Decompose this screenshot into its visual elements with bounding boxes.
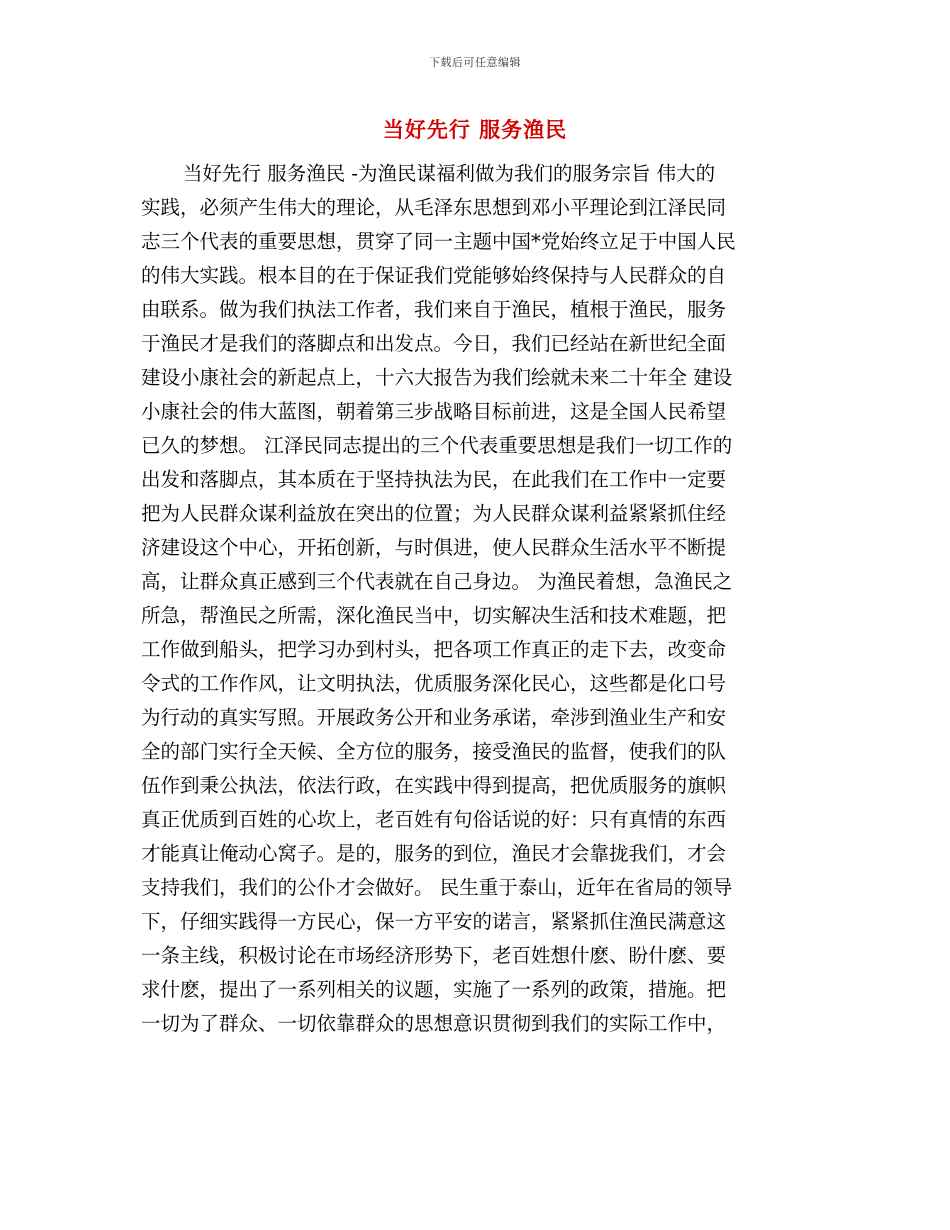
body-line: 小康社会的伟大蓝图，朝着第三步战略目标前进，这是全国人民希望 (141, 400, 727, 423)
body-line: 的伟大实践。根本目的在于保证我们党能够始终保持与人民群众的自 (141, 264, 727, 287)
body-line: 才能真让俺动心窝子。是的，服务的到位，渔民才会靠拢我们，才会 (141, 842, 727, 865)
body-line: 于渔民才是我们的落脚点和出发点。今日，我们已经站在新世纪全面 (141, 332, 727, 355)
header-note: 下载后可任意编辑 (429, 56, 521, 69)
body-line: 实践，必须产生伟大的理论，从毛泽东思想到邓小平理论到江泽民同 (141, 196, 727, 219)
document-body (141, 157, 806, 1041)
body-line: 出发和落脚点，其本质在于坚持执法为民，在此我们在工作中一定要 (141, 468, 727, 491)
body-line: 建设小康社会的新起点上，十六大报告为我们绘就未来二十年全 建设 (141, 366, 733, 389)
body-line: 下，仔细实践得一方民心，保一方平安的诺言，紧紧抓住渔民满意这 (141, 910, 727, 933)
body-line: 已久的梦想。 江泽民同志提出的三个代表重要思想是我们一切工作的 (141, 434, 733, 457)
body-line: 一切为了群众、一切依靠群众的思想意识贯彻到我们的实际工作中， (141, 1012, 727, 1035)
body-line: 工作做到船头，把学习办到村头，把各项工作真正的走下去，改变命 (141, 638, 727, 661)
body-line: 支持我们，我们的公仆才会做好。 民生重于泰山，近年在省局的领导 (141, 876, 733, 899)
body-line: 令式的工作作风，让文明执法，优质服务深化民心，这些都是化口号 (141, 672, 727, 695)
body-line: 志三个代表的重要思想，贯穿了同一主题中国*党始终立足于中国人民 (141, 230, 736, 253)
body-line: 把为人民群众谋利益放在突出的位置；为人民群众谋利益紧紧抓住经 (141, 502, 727, 525)
body-line: 真正优质到百姓的心坎上，老百姓有句俗话说的好：只有真情的东西 (141, 808, 727, 831)
body-line: 一条主线，积极讨论在市场经济形势下，老百姓想什麽、盼什麽、要 (141, 944, 727, 967)
body-line: 当好先行 服务渔民 -为渔民谋福利做为我们的服务宗旨 伟大的 (183, 162, 716, 185)
body-line: 高，让群众真正感到三个代表就在自己身边。 为渔民着想，急渔民之 (141, 570, 733, 593)
document-title: 当好先行 服务渔民 (382, 117, 568, 142)
body-line: 全的部门实行全天候、全方位的服务，接受渔民的监督，使我们的队 (141, 740, 727, 763)
body-line: 伍作到秉公执法，依法行政，在实践中得到提高，把优质服务的旗帜 (141, 774, 727, 797)
body-line: 求什麽，提出了一系列相关的议题，实施了一系列的政策，措施。把 (141, 978, 727, 1001)
body-line: 为行动的真实写照。开展政务公开和业务承诺，牵涉到渔业生产和安 (141, 706, 727, 729)
body-line: 所急，帮渔民之所需，深化渔民当中，切实解决生活和技术难题，把 (141, 604, 727, 627)
body-line: 由联系。做为我们执法工作者，我们来自于渔民，植根于渔民，服务 (141, 298, 727, 321)
body-line: 济建设这个中心，开拓创新，与时俱进，使人民群众生活水平不断提 (141, 536, 727, 559)
